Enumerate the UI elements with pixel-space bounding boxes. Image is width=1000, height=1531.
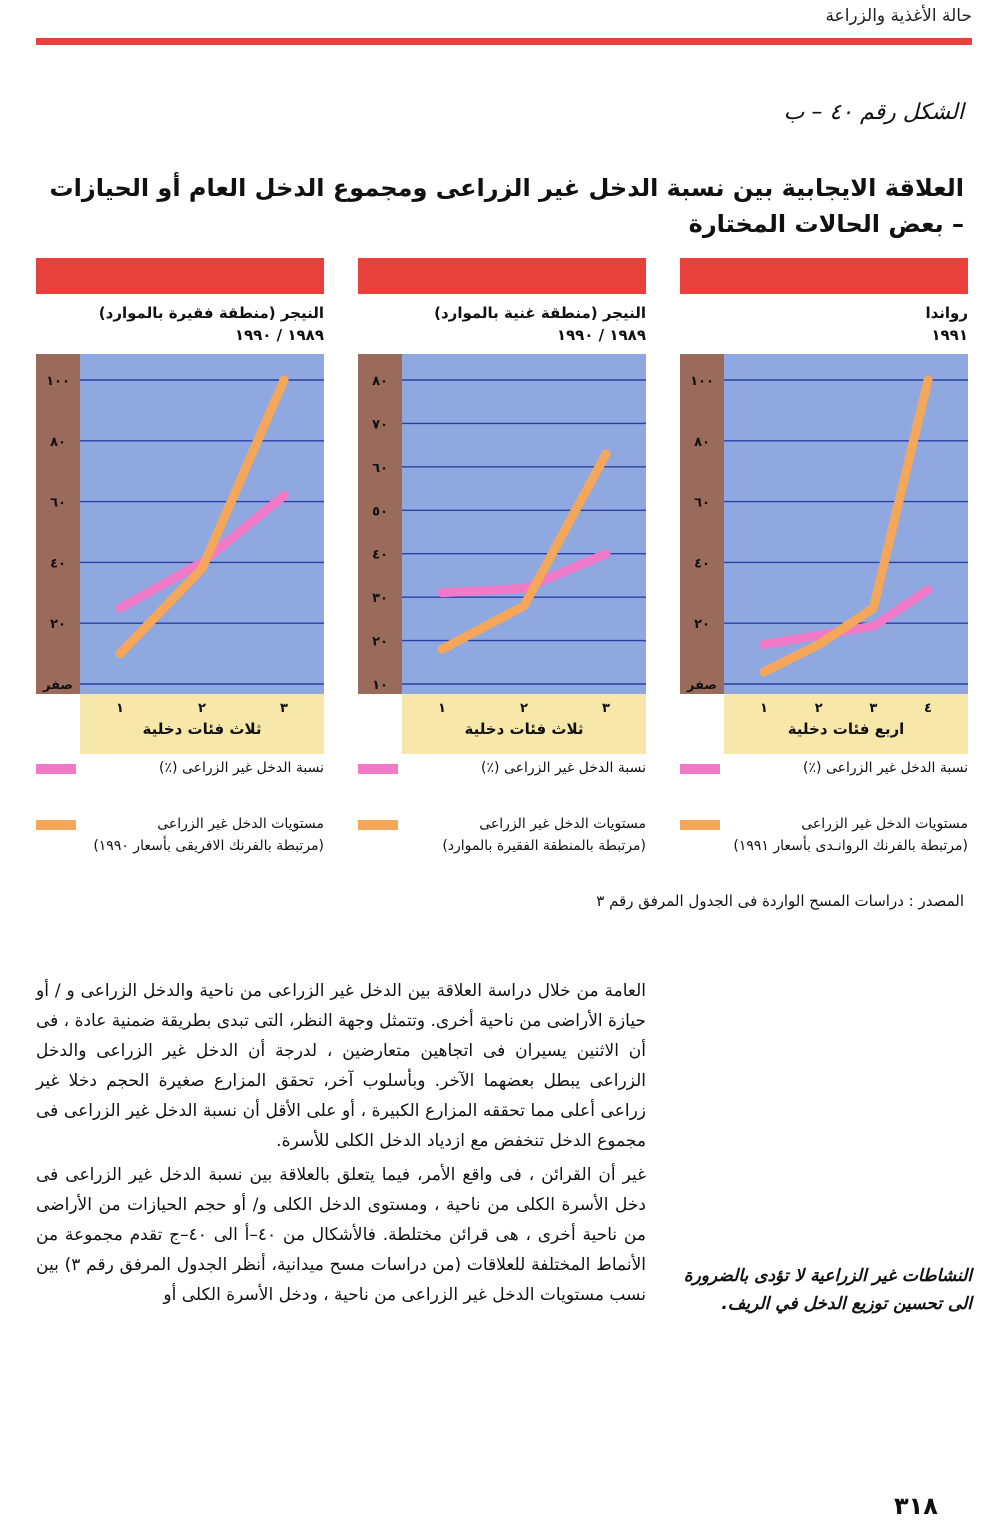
legend-note: (مرتبطة بالفرنك الافريقى بأسعار ١٩٩٠) <box>93 838 324 854</box>
y-tick-label: صفر <box>42 678 74 693</box>
line-chart <box>36 354 324 760</box>
legend-item-levels <box>680 814 968 858</box>
panel-header-bar <box>36 258 324 294</box>
y-tick-label: ٧٠ <box>372 417 388 433</box>
legend-item-share <box>680 758 968 780</box>
x-axis-title: اربع فئات دخلية <box>787 720 905 738</box>
legend-label: مستويات الدخل غير الزراعى <box>801 816 968 832</box>
y-tick-label: ٢٠ <box>372 634 388 650</box>
y-tick-label: ٨٠ <box>694 434 710 450</box>
y-tick-label: ٥٠ <box>372 504 388 520</box>
plot-area <box>80 354 324 694</box>
y-tick-label: ٨٠ <box>372 374 388 389</box>
y-tick-label: ٤٠ <box>694 556 710 572</box>
x-tick-label: ٢ <box>814 701 823 716</box>
line-chart <box>680 354 968 760</box>
x-tick-label: ٣ <box>280 701 288 716</box>
line-chart <box>358 354 646 760</box>
x-axis-title: ثلاث فئات دخلية <box>464 720 584 738</box>
y-tick-label: صفر <box>686 678 718 693</box>
paragraph: العامة من خلال دراسة العلاقة بين الدخل غير الزراعى من ناحية والدخل الزراعى و / أو حيازة الأراضى من ناحية أخرى. وتتمثل وجهة النظر، التى تبدى بطريقة ضمنية عادة ، فى أن الاثنين يسيران فى اتجاهين متعارضين ، لدرجة أن الدخل غير الزراعى والدخل الزراعى يبطل بعضهما الآخر. وبأسلوب آخر، تحقق المزارع صغيرة الحجم دخلا غير زراعى أعلى مما تحققه المزارع الكبيرة ، أو على الأقل أن نسبة الدخل غير الزراعى فى مجموع الدخل تنخفض مع ازدياد الدخل الكلى للأسرة. <box>35 981 646 1151</box>
x-tick-label: ١ <box>116 701 124 716</box>
running-header: حالة الأغذية والزراعة <box>825 6 972 26</box>
y-tick-label: ٨٠ <box>50 434 66 450</box>
legend-label: نسبة الدخل غير الزراعى (٪) <box>803 760 968 776</box>
panel-header-bar <box>680 258 968 294</box>
legend-item-share <box>358 758 646 780</box>
panel-header-bar <box>358 258 646 294</box>
legend-note: (مرتبطة بالفرنك الروانـدى بأسعار ١٩٩١) <box>733 838 968 854</box>
x-tick-label: ٣ <box>602 701 610 716</box>
x-axis-title: ثلاث فئات دخلية <box>142 720 262 738</box>
y-tick-label: ٣٠ <box>372 591 388 607</box>
x-tick-label: ١ <box>438 701 446 716</box>
legend-label: نسبة الدخل غير الزراعى (٪) <box>481 760 646 776</box>
x-tick-label: ٤ <box>924 701 932 716</box>
y-axis-strip <box>36 354 80 694</box>
y-tick-label: ١٠٠ <box>46 374 70 389</box>
y-tick-label: ٤٠ <box>372 547 388 563</box>
y-tick-label: ١٠٠ <box>690 374 714 389</box>
panel-title: النيجر (منطقة فقيرة بالموارد) ١٩٨٩ / ١٩٩٠ <box>98 304 324 344</box>
legend-swatch-pink <box>36 764 76 774</box>
legend-label: مستويات الدخل غير الزراعى <box>157 816 324 832</box>
panel-title: رواندا ١٩٩١ <box>925 304 968 344</box>
y-tick-label: ٢٠ <box>694 617 710 633</box>
y-tick-label: ١٠ <box>372 678 388 693</box>
y-axis-strip <box>680 354 724 694</box>
figure-title: العلاقة الايجابية بين نسبة الدخل غير الزراعى ومجموع الدخل العام أو الحيازات – بعض الحالات المختارة <box>49 174 964 238</box>
legend-label: مستويات الدخل غير الزراعى <box>479 816 646 832</box>
legend-item-levels <box>358 814 646 858</box>
legend-swatch-pink <box>680 764 720 774</box>
margin-note: النشاطات غير الزراعية لا تؤدى بالضرورة الى تحسين توزيع الدخل في الريف. <box>683 1266 972 1314</box>
paragraph: غير أن القرائن ، فى واقع الأمر، فيما يتعلق بالعلاقة بين نسبة الدخل غير الزراعى فى دخل الأسرة الكلى من ناحية ، ومستوى الدخل الكلى و/ أو حجم الحيازات من الأراضى من ناحية أخرى ، هى قرائن مختلطة. فالأشكال من ٤٠–أ الى ٤٠–ج تقدم مجموعة من الأنماط المختلفة للعلاقات (من دراسات مسح ميدانية، أنظر الجدول المرفق رقم ٣) بين نسب مستويات الدخل غير الزراعى من ناحية ، ودخل الأسرة الكلى أو <box>36 1165 646 1305</box>
page-number: ٣١٨ <box>894 1492 938 1520</box>
legend-swatch-pink <box>358 764 398 774</box>
x-tick-label: ٣ <box>869 701 878 716</box>
legend-note: (مرتبطة بالمنطقة الفقيرة بالموارد) <box>442 838 646 854</box>
figure-source: المصدر : دراسات المسح الواردة فى الجدول المرفق رقم ٣ <box>596 892 964 910</box>
legend-swatch-orange <box>358 820 398 830</box>
y-tick-label: ٤٠ <box>50 556 66 572</box>
x-tick-label: ١ <box>760 701 768 716</box>
body-text <box>36 976 646 1314</box>
y-tick-label: ٦٠ <box>50 495 66 511</box>
panel-title: النيجر (منطقة غنية بالموارد) ١٩٨٩ / ١٩٩٠ <box>434 304 646 344</box>
legend-item-share <box>36 758 324 780</box>
x-tick-label: ٢ <box>198 701 206 716</box>
legend-swatch-orange <box>680 820 720 830</box>
y-tick-label: ٦٠ <box>372 460 388 476</box>
legend-item-levels <box>36 814 324 858</box>
x-tick-label: ٢ <box>520 701 528 716</box>
legend-swatch-orange <box>36 820 76 830</box>
plot-area <box>402 354 646 694</box>
legend-label: نسبة الدخل غير الزراعى (٪) <box>159 760 324 776</box>
header-rule <box>36 38 972 45</box>
y-tick-label: ٦٠ <box>694 495 710 511</box>
figure-label: الشكل رقم ٤٠ – ب <box>783 100 964 125</box>
y-tick-label: ٢٠ <box>50 617 66 633</box>
